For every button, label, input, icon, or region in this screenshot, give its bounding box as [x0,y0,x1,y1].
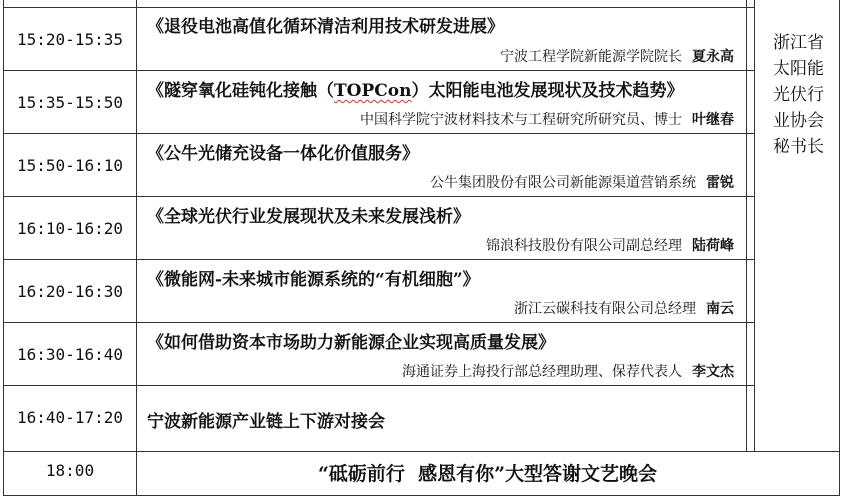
spellcheck-marked-word: TOPCon [334,81,412,101]
speaker-name: 雷锐 [706,175,734,191]
row-time: 16:30-16:40 [17,345,123,364]
row-speaker [514,298,734,318]
host-line: 太阳能 [773,59,824,79]
row-speaker [486,235,734,255]
row-line-top [3,7,754,8]
title-part: 《隧穿氧化硅钝化接触（ [147,81,334,101]
row-line-2 [3,133,754,134]
speaker-affiliation: 中国科学院宁波材料技术与工程研究所研究员、博士 [360,112,682,128]
row-line-4 [3,259,754,260]
row-speaker [500,46,734,66]
row-talk-title: 《全球光伏行业发展现状及未来发展浅析》 [147,207,470,227]
host-line: 浙江省 [773,33,824,53]
speaker-affiliation: 锦浪科技股份有限公司副总经理 [486,238,682,254]
speaker-name: 叶继春 [692,112,734,128]
final-row-time: 18:00 [45,461,95,480]
title-part: ）太阳能电池发展现状及技术趋势》 [411,81,684,101]
speaker-affiliation: 海通证券上海投行部总经理助理、保荐代表人 [402,364,682,380]
row-time: 16:10-16:20 [17,219,123,238]
row-talk-title: 《微能网-未来城市能源系统的“有机细胞”》 [147,270,480,290]
row-session-title: 宁波新能源产业链上下游对接会 [147,412,385,432]
speaker-name: 陆荷峰 [692,238,734,254]
row-talk-title: 《如何借助资本市场助力新能源企业实现高质量发展》 [147,333,555,353]
speaker-name: 夏永高 [692,49,734,65]
row-line-7 [3,451,840,452]
row-speaker [360,109,734,129]
row-speaker [430,172,734,192]
speaker-name: 南云 [706,301,734,317]
row-talk-title [147,76,683,101]
column-divider-content [746,0,747,451]
row-time: 15:35-15:50 [17,93,123,112]
final-row-title: “砥砺前行 感恩有你”大型答谢文艺晚会 [317,463,658,485]
row-line-3 [3,196,754,197]
row-line-bottom [3,495,840,496]
host-line: 光伏行 [773,85,824,105]
row-line-6 [3,385,754,386]
host-line: 秘书长 [773,137,824,157]
host-line: 业协会 [773,111,824,131]
host-role-cell [757,30,840,160]
row-time: 16:20-16:30 [17,282,123,301]
row-time: 16:40-17:20 [17,408,123,427]
speaker-affiliation: 浙江云碳科技有限公司总经理 [514,301,696,317]
row-talk-title: 《公牛光储充设备一体化价值服务》 [147,144,419,164]
row-time: 15:20-15:35 [17,30,123,49]
row-line-5 [3,322,754,323]
speaker-affiliation: 宁波工程学院新能源学院院长 [500,49,682,65]
row-time: 15:50-16:10 [17,156,123,175]
row-line-1 [3,70,754,71]
row-talk-title: 《退役电池高值化循环清洁利用技术研发进展》 [147,17,504,37]
column-divider-side [754,0,755,451]
speaker-affiliation: 公牛集团股份有限公司新能源渠道营销系统 [430,175,696,191]
row-speaker [402,361,734,381]
speaker-name: 李文杰 [692,364,734,380]
